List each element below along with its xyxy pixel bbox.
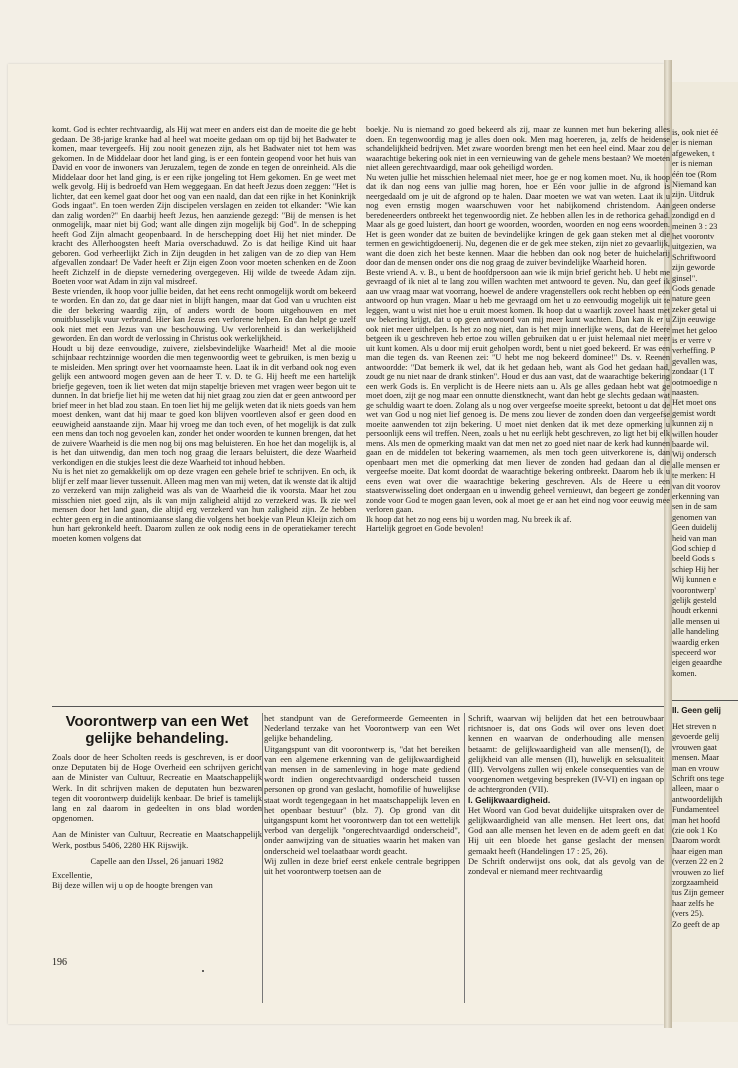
adjacent-page-line: speceerd wor xyxy=(672,648,716,657)
adjacent-page-line: Wij ondersch xyxy=(672,450,717,460)
adjacent-page-line: te merken: H xyxy=(672,471,716,481)
adjacent-page-line: zijn geworde xyxy=(672,263,716,273)
adjacent-page-line: schiep Hij her xyxy=(672,564,719,574)
paragraph: Beste vrienden, ik hoop voor jullie beiden, dat het eens recht onmogelijk wordt om bekeerd te worden. En dan zo, dat ge daar niet in blijft hangen, maar dat God van u vruchten eist die der bekering waardig zijn, of anders wordt de boom uitgehouwen en met onuitblusselijk vuur verbrand. Hier kan Jezus een verlorene helpen. En dan helpt ge uzelf ook niet met een Jezus van uw beschouwing. Uw verlorenheid is dan werkelijkheid geworden. En dan wordt de verlossing in Christus ook werkelijkheid. xyxy=(52,286,356,343)
adjacent-page-line: zeker getal ui xyxy=(672,304,717,314)
adjacent-page-line: sen in de sam xyxy=(672,502,717,512)
adjacent-page-line: Daarom wordt xyxy=(672,836,721,846)
adjacent-page-line: afgeweken, t xyxy=(672,148,715,158)
paragraph: Wij zullen in deze brief eerst enkele centrale begrippen uit het voorontwerp toetsen aan de xyxy=(264,855,460,877)
adjacent-page-line: gevoerde gelij xyxy=(672,732,720,742)
adjacent-page-line: alleen, maar o xyxy=(672,784,719,794)
address: Aan de Minister van Cultuur, Recreatie en Maatschappelijk Werk, postbus 5406, 2280 HK Rijswijk. xyxy=(52,829,262,850)
adjacent-page-line: met het geloo xyxy=(672,325,718,335)
adjacent-page-line: meinen 3 : 23 xyxy=(672,221,718,231)
column-rule xyxy=(464,713,465,1003)
adjacent-page-heading: II. Geen gelij xyxy=(672,706,721,715)
adjacent-page-line: er is nieman xyxy=(672,159,713,169)
adjacent-page-line: antwoordelijkh xyxy=(672,794,723,804)
article-column-1 xyxy=(52,125,356,700)
adjacent-page-line: komen. xyxy=(672,668,697,678)
article-column-2 xyxy=(366,125,670,700)
adjacent-page-line: geen onderse xyxy=(672,200,716,210)
adjacent-page-line: zorgzaamheid xyxy=(672,878,719,887)
adjacent-page-line: (zie ook 1 Ko xyxy=(672,826,718,835)
adjacent-page-line: eigen geaardhe xyxy=(672,658,722,668)
adjacent-page-line: alle mensen ui xyxy=(672,616,720,626)
adjacent-page-line: baarde wil. xyxy=(672,440,709,449)
adjacent-page-line: willen houder xyxy=(672,429,718,439)
adjacent-page-line: naasten. xyxy=(672,388,699,397)
paragraph: Het Woord van God bevat duidelijke uitspraken over de gelijkwaardigheid van alle mensen. Het leert ons, dat God aan alle mensen het leven en de adem geeft en dat Hij uit een bloede het ganse geslacht der mensen gemaakt heeft (Handelingen 17 : 25, 26). xyxy=(468,804,664,856)
adjacent-page-line: ginsel". xyxy=(672,273,698,283)
paragraph: Uitgangspunt van dit voorontwerp is, "dat het bereiken van een algemene erkenning van de gelijkwaardigheid van mensen in de samenleving in hoge mate gediend wordt indien ongerechtvaardigd onderscheid tussen personen op grond van geslacht, homofilie of huwelijkse staat wordt tegengegaan in het maatschappelijk leven en het openbaar bestuur" (blz. 7). Op grond van dit uitgangspunt komt het voorontwerp dan tot een wettelijk verbod van dergelijk "ongerechtvaardigd onderscheid", onder aanwijzing van de situaties waarin het maken van onderscheid wel toelaatbaar wordt geacht. xyxy=(264,743,460,856)
adjacent-page-line: genomen van xyxy=(672,512,717,522)
adjacent-page-line: Fundamenteel xyxy=(672,805,720,815)
salutation: Excellentie, xyxy=(52,870,93,881)
adjacent-page-line: Geen duidelij xyxy=(672,523,717,533)
adjacent-page-line: God schiep d xyxy=(672,544,716,553)
paragraph: Nu weten jullie het misschien helemaal niet meer, hoe ge er nog komen moet. Nu, ik hoop dat ik dan nog eens van jullie mag horen, hoe er Eén voor jullie in de afgrond is neergedaald om je uit de afgrond op te halen. Daar moeten we wat van weten. Laat ik u nog even ernstig mogen waarschuwen voor het nabijkomend christendom. Aan beredeneerders ontbreekt het tegenwoordig niet. Ze hebben allen les in de rethorica gehad. Maar als ge goed luistert, dan hoort ge woorden, woorden, woorden en nog eens woorden. Het is geen wonder dat ze buiten de bevindelijke kringen de gek gaan steken met al die termen en gewichtigdoenerij. Nu, degenen die er de gek mee steken, zijn niet zo gevaarlijk, want die doen zich het beste kennen. Maar die hebben dan ook nog beter de huichelarij door dan de mensen onder ons die nog graag de zuiver bevindelijke Waarheid horen. xyxy=(366,172,670,267)
adjacent-page-line: zondigd en d xyxy=(672,211,715,221)
article-column-3 xyxy=(52,752,262,1002)
adjacent-page-line: Zijn eeuwige xyxy=(672,315,716,325)
adjacent-page-divider xyxy=(672,700,738,701)
paragraph: boekje. Nu is niemand zo goed bekeerd als zij, maar ze kunnen met hun bekering alles doen. En tegenwoordig mag je alles doen ook. Men mag hoereren, ja, zelfs de heidense schandelijkheid bedrijven. Met zware woorden brengt men het een heel eind. Maar zou de waarachtige bekering ook niet in een vernieuwing van de gehele mens bestaan? We moeten niet alleen gerechtvaardigd, maar ook geheiligd worden. xyxy=(366,125,670,172)
adjacent-page-line: er is nieman xyxy=(672,138,713,148)
adjacent-page-line: verheffing. P xyxy=(672,346,716,356)
paragraph: Nu is het niet zo gemakkelijk om op deze vragen een gehele brief te schrijven. En och, ik blijf er zelf maar liever tussenuit. Alleen mag men van mij weten, dat ik wenste dat ik altijd zo verzekerd van mijn zaligheid was als van de Waarheid die ik voorsta. Maar het zou misschien niet goed zijn, als ik van mijn zaligheid altijd zo verzekerd was. Ik zie wel mensen door het land gaan, die altijd erg verzekerd van hun zaligheid zijn. Ze hebben echter geen erg in die antinomiaanse slang die volgens het boekje van Pleun Kleijn zich om hun hart gekronkeld heeft. Daarom zullen ze ook nodig eens in de operatiekamer terecht moeten komen volgens dat xyxy=(52,467,356,543)
adjacent-page-line: gelijk gesteld xyxy=(672,596,717,605)
adjacent-page-line: ootmoedige n xyxy=(672,377,718,387)
paragraph: Beste vriend A. v. B., u bent de hoofdpersoon aan wie ik mijn brief gericht heb. U hebt me gevraagd of ik niet al te lang zou willen wachten met antwoord te geven. Nu, dan geef ik aan uw vraag maar wat voorrang, hoewel de andere vragenstellers ook recht hebben op een antwoord op hun vragen. Maar u heb me gevraagd om het u zo eenvoudig mogelijk uit te leggen, want u wist niet hoe u eruit moest komen. Ik hoop dat u waarlijk zoveel haast met uw bekering krijgt, dat u op geen antwoord van mij meer kunt wachten. Dan kan ik er u ook niet meer uithelpen. Is het zo nog niet, dan is het mijn innerlijke wens, dat de Heere betgeen ik u geschreven heb ertoe zou willen gebruiken dat u er juist helemaal niet meer uit kunt komen. Als u door mij eruit geholpen wordt, bent u niet goed bekeerd. Er was een man die tegen ds. van Reenen zei: "U hebt me nog bekeerd dominee!" Ds. v. Reenen antwoordde: "Dat bemerk ik wel, dat ik het gedaan heb, want als God het gedaan had, zoudt ge nu niet naar de drank stinken". Houd er dus aan vast, dat de waarachtige bekering een werk Gods is. En verplicht is de Heere niets aan u. Als ge alles gedaan hebt wat ge moet doen, zijt ge nog maar een onnutte dienstknecht, want dan hebt ge slechts gedaan wat ge schuldig waart te doen. Zolang als u nog over vergeefse moeite spreekt, betoont u dat de wet van God u nog niet lief genoeg is. De mens zou liever de zonden doen dan vergeefse moeite aanwenden tot zijn bekering. U moet niet denken dat ik met deze opmerking u persoonlijk eens wil treffen. Neen, zoals u het nu eerlijk hebt geschreven, zo ligt het bij elk mens. Als men de opmerking maakt van dat men net zo goed niet naar de kerk had kunnen gaan en de middelen tot bekering waarnemen, als men toch geen uitverkorene is, dan openbaart men met die opmerking dat men liever de zonden had gedaan dan al die vergeefse moeite. Dat komt doordat de waarachtige bekering ontbreekt. Daarom heb ik u eens even wat over die waarachtige bekering geschreven. Als de Heere u een staatsverwisseling doet ondergaan en u inwendig geheel vernieuwt, dan begeert ge zonder zonde voor God te mogen gaan leven, ook al moet ge er aan het eind nog voor eeuwig mee verloren gaan. xyxy=(366,267,670,514)
adjacent-page-line: haar eigen man xyxy=(672,846,723,856)
adjacent-page-line: voorontwerp' xyxy=(672,585,716,595)
adjacent-page-line: één toe (Rom xyxy=(672,169,717,179)
adjacent-page-line: gemist wordt xyxy=(672,408,716,418)
adjacent-page-line: houdt erkenni xyxy=(672,606,718,616)
adjacent-page-line: Gods genade xyxy=(672,284,716,293)
closing-line: Hartelijk gegroet en Gode bevolen! xyxy=(366,524,484,533)
paragraph: Ik hoop dat het zo nog eens bij u worden mag. Nu breek ik af. xyxy=(366,514,572,524)
article-title: Voorontwerp van een Wet gelijke behandeling. xyxy=(65,713,249,747)
adjacent-page-line: heid van man xyxy=(672,533,717,543)
adjacent-page-line: man en vrouw xyxy=(672,763,720,773)
adjacent-page-line: erkenning van xyxy=(672,492,720,501)
adjacent-page-line: alle handeling xyxy=(672,627,719,637)
adjacent-page-line: zondaar (1 T xyxy=(672,367,715,377)
adjacent-page-line: Schrift ons tege xyxy=(672,774,725,783)
paragraph: komt. God is echter rechtvaardig, als Hij wat meer en anders eist dan de moeite die ge hebt gedaan. De 38-jarige kranke had al heel wat moeite gedaan om op tijd bij het Badwater te komen, maar tevergeefs. Hij zou nooit genezen zijn, als het Badwater niet tot hem was gekomen. In de Middelaar door het land ging, is er een fontein geopend voor het huis van David en voor de inwoners van Jeruzalem, tegen de zonde en tegen de onreinheid. Als die Middelaar door het land ging, is er een rijke jongeling tot Hem gekomen. En ge weet met welk gevolg. Hij is bedroefd van Hem weggegaan. En dat heeft Jezus doen zeggen: "Het is lichter, dat een kemel gaat door het oog van een naald, dan dat een rijke in het Koninkrijk Gods ingaat". En toen werden Zijn discipelen verslagen en zeiden tot elkander: "Wie kan dan zalig worden?" En daarbij heeft Jezus, hen aanziende gezegd: "Bij de mensen is het onmogelijk, maar niet bij God; want alle dingen zijn mogelijk bij God". In de schepping heeft God Zijn almacht geopenbaard. In de herschepping doet Hij het niet minder. De kracht des Allerhoogsten heeft Maria overschaduwd. Zo is dat heilige Kind uit haar geboren. God verheerlijkt Zich in Zijn deugden in het zaligen van de zo diep van Hem afgevallen zondaar! De Vader heeft er Zijn eigen Zoon voor moeten schenken en de Zoon heeft Zichzelf in de diepste vernedering overgegeven. Hij wilde de tweede Adam zijn. Boeten voor wat Adam in zijn val misdreef. xyxy=(52,125,356,286)
adjacent-page-line: man het hoofd xyxy=(672,815,720,825)
adjacent-page-line: zijn. Uitdruk xyxy=(672,190,715,200)
section-divider xyxy=(52,706,664,707)
adjacent-page-line: mensen. Maar xyxy=(672,753,719,763)
paragraph: Bij deze willen wij u op de hoogte brengen van xyxy=(52,880,213,891)
adjacent-page-line: kunnen zij n xyxy=(672,419,714,429)
adjacent-page-line: Het moet ons xyxy=(672,398,717,408)
adjacent-page-line: gevallen was, xyxy=(672,356,718,366)
adjacent-page-line: het voorontv xyxy=(672,232,715,241)
adjacent-page-line: Het streven n xyxy=(672,722,717,731)
adjacent-page-line: is er verre v xyxy=(672,336,712,345)
adjacent-page-line: (verzen 22 en 2 xyxy=(672,857,724,867)
adjacent-page xyxy=(672,82,738,1022)
adjacent-page-line: waardig erken xyxy=(672,637,720,647)
column-rule xyxy=(262,713,263,1003)
paragraph: De Schrift onderwijst ons ook, dat als gevolg van de zondeval er niemand meer rechtvaardig xyxy=(468,855,664,877)
adjacent-page-line: is, ook niet éé xyxy=(672,128,719,137)
adjacent-page-line: (vers 25). xyxy=(672,909,704,919)
adjacent-page-line: alle mensen er xyxy=(672,460,720,470)
adjacent-page-line: beeld Gods s xyxy=(672,554,715,564)
adjacent-page-line: Wij kunnen e xyxy=(672,575,717,585)
dateline: Capelle aan den IJssel, 26 januari 1982 xyxy=(90,855,224,866)
adjacent-page-line: vrouwen zo lief xyxy=(672,867,725,877)
section-heading: I. Gelijkwaardigheid. xyxy=(468,794,551,805)
adjacent-page-line: nature geen xyxy=(672,294,711,304)
adjacent-page-line: vrouwen gaat xyxy=(672,742,717,752)
paragraph: Schrift, waarvan wij belijden dat het een betrouwbaar richtsnoer is, dat ons Gods wil over ons leven doet kennen en waarvan de onderhouding alle mensen betaamt: de gelijkwaardigheid van alle mensen(I), de gelijkheid van alle mensen (II), huwelijk en seksualiteit (III). Vervolgens zullen wij enkele consequenties van de voorgenomen wetgeving bespreken (IV-VI) en ingaan op de achtergronden (VII). xyxy=(468,713,664,795)
print-speck xyxy=(202,970,204,972)
paragraph: het standpunt van de Gereformeerde Gemeenten in Nederland terzake van het Voorontwerp van een Wet gelijke behandeling. xyxy=(264,713,460,744)
adjacent-page-line: Schriftwoord xyxy=(672,252,716,262)
paragraph: Zoals door de heer Scholten reeds is geschreven, is er door onze Deputaten bij de Hoge Overheid een schrijven gericht aan de Minister van Cultuur, Recreatie en Maatschappelijk Werk. In dit schrijven maken de deputaten hun bezwaren tegen dit voorontwerp duidelijk kenbaar. De brief is tamelijk lang en zal daarom in gedeelten in ons blad worden opgenomen. xyxy=(52,752,262,824)
adjacent-page-line: haar zelfs he xyxy=(672,898,714,908)
paragraph: Houdt u bij deze eenvoudige, zuivere, zielsbevindelijke Waarheid! Met al die mooie schijnbaar rechtzinnige woorden die men tegenwoordig weet te gebruiken, is men bezig u te misleiden. Men springt over het voornaamste heen. Laat ik in dit verband ook nog even gelijk een antwoord mogen geven aan de heer T. v. D. te G. Hij heeft me een hartelijk briefje gegeven, toen ik liet weten dat mijn stapeltje brieven met vragen weer begon uit te dunnen. In dat briefje liet hij me weten dat hij niet graag zou zien dat er geen antwoord per brief meer in het blad zou staan. En toen liet hij me gelijk weten dat ik niets goeds van hem moest denken, want dat hij maar te goed kon blijven voortleven alsof er geen dood en eeuwigheid aanstaande zijn. Maar hij vroeg me dan toch even, of het mogelijk is dat zulk een mens dan toch nog gevoelen kan, zonder het onder woorden te kunnen brengen, dat het de zuivere Waarheid is die men nog bij ons mag beluisteren. En hoe het dan mogelijk is, al is het dan uitwendig, dan men toch nog graag die leraars beluistert, die deze Waarheid verkondigen en die stukjes leest die deze Waarheid tot inhoud hebben. xyxy=(52,343,356,467)
page-number: 196 xyxy=(52,957,67,968)
adjacent-page-line: tus Zijn gemeer xyxy=(672,888,725,898)
adjacent-page-line: Zo geeft de ap xyxy=(672,919,720,929)
adjacent-page-line: Niemand kan xyxy=(672,180,717,189)
article-column-5 xyxy=(468,713,664,1013)
adjacent-page-line: van dit voorov xyxy=(672,481,721,491)
article-column-4 xyxy=(264,713,460,1013)
adjacent-page-line: uitgezien, wa xyxy=(672,242,717,252)
